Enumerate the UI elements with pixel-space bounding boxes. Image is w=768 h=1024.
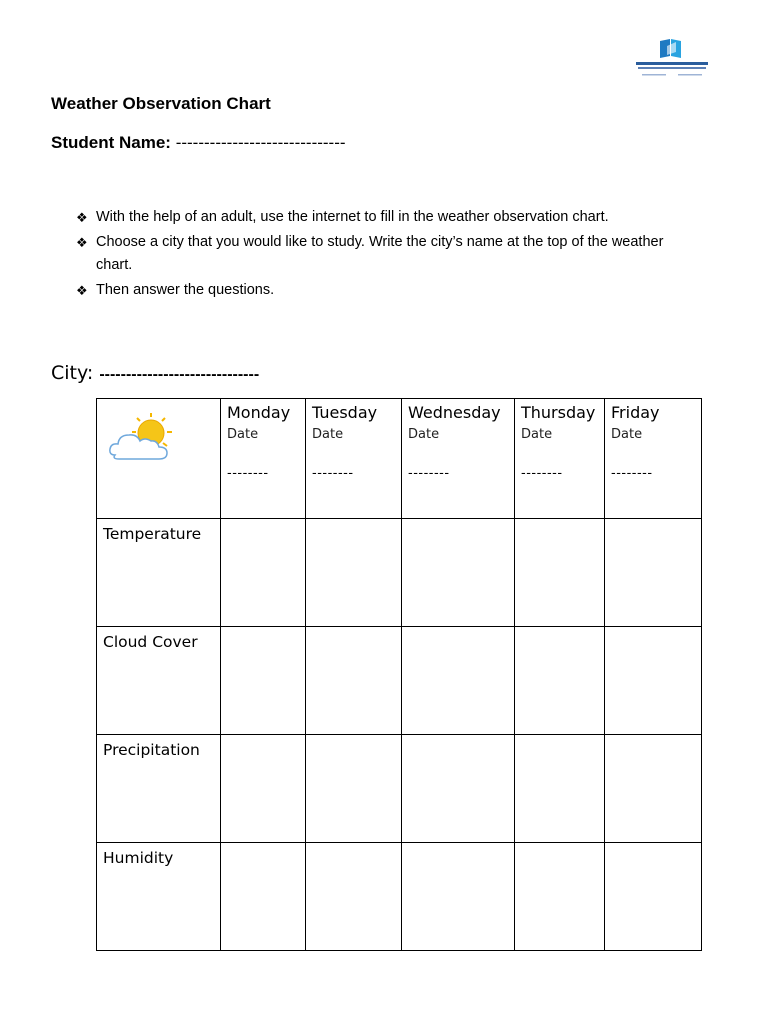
table-cell[interactable] — [605, 843, 702, 951]
city-line — [51, 362, 259, 384]
date-blank[interactable]: -------- — [521, 466, 563, 481]
table-cell[interactable] — [515, 735, 605, 843]
logo-icon — [632, 36, 712, 82]
student-name-label: Student Name: — [51, 133, 171, 152]
table-cell[interactable] — [515, 843, 605, 951]
table-row-precipitation — [97, 735, 702, 843]
table-cell[interactable] — [515, 627, 605, 735]
date-blank[interactable]: -------- — [611, 466, 653, 481]
diamond-bullet-icon: ❖ — [76, 210, 88, 225]
diamond-bullet-icon: ❖ — [76, 282, 88, 298]
row-label-temperature: Temperature — [97, 519, 221, 627]
table-row-cloud-cover — [97, 627, 702, 735]
table-cell[interactable] — [306, 735, 402, 843]
date-blank[interactable]: -------- — [312, 466, 354, 481]
day-header-monday: Monday Date -------- — [221, 399, 306, 519]
day-header-tuesday: Tuesday Date -------- — [306, 399, 402, 519]
page-title: Weather Observation Chart — [51, 94, 271, 113]
icon-header-cell — [97, 399, 221, 519]
student-name-line — [51, 133, 346, 153]
table-cell[interactable] — [605, 519, 702, 627]
instructions-list — [76, 206, 696, 303]
table-cell[interactable] — [221, 519, 306, 627]
table-cell[interactable] — [306, 519, 402, 627]
day-header-friday: Friday Date -------- — [605, 399, 702, 519]
institution-logo — [632, 36, 712, 82]
day-header-wednesday: Wednesday Date -------- — [402, 399, 515, 519]
table-cell[interactable] — [306, 843, 402, 951]
weather-chart-table — [96, 398, 702, 951]
table-cell[interactable] — [402, 627, 515, 735]
table-cell[interactable] — [402, 519, 515, 627]
table-cell[interactable] — [306, 627, 402, 735]
table-cell[interactable] — [605, 735, 702, 843]
diamond-bullet-icon: ❖ — [76, 234, 88, 250]
table-cell[interactable] — [402, 735, 515, 843]
date-blank[interactable]: -------- — [408, 466, 450, 481]
date-blank[interactable]: -------- — [227, 466, 269, 481]
day-header-thursday: Thursday Date -------- — [515, 399, 605, 519]
table-header-row — [97, 399, 702, 519]
table-row-temperature — [97, 519, 702, 627]
sun-cloud-icon — [107, 413, 177, 467]
student-name-blank[interactable]: ------------------------------ — [175, 133, 346, 152]
instruction-item: ❖ Then answer the questions. — [76, 279, 696, 303]
instruction-item: ❖ Choose a city that you would like to study. Write the city’s name at the top of the weather chart. — [76, 231, 696, 278]
table-row-humidity — [97, 843, 702, 951]
table-cell[interactable] — [221, 627, 306, 735]
city-blank[interactable]: ------------------------------ — [99, 366, 260, 383]
row-label-cloud-cover: Cloud Cover — [97, 627, 221, 735]
table-cell[interactable] — [515, 519, 605, 627]
city-label: City: — [51, 362, 94, 384]
row-label-precipitation: Precipitation — [97, 735, 221, 843]
instruction-item: ❖ With the help of an adult, use the internet to fill in the weather observation chart. — [76, 206, 696, 230]
table-cell[interactable] — [221, 843, 306, 951]
table-cell[interactable] — [402, 843, 515, 951]
table-cell[interactable] — [605, 627, 702, 735]
table-cell[interactable] — [221, 735, 306, 843]
row-label-humidity: Humidity — [97, 843, 221, 951]
